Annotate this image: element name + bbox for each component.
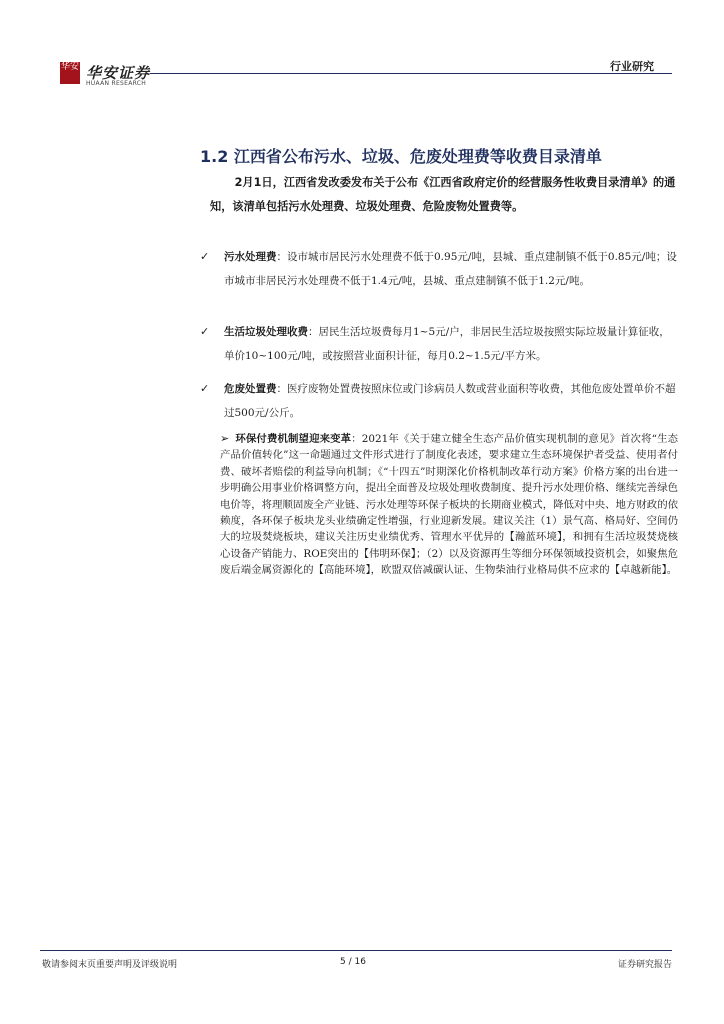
- page-header: [0, 0, 724, 100]
- company-logo-mark: 华安: [60, 62, 80, 84]
- bullet-label: 污水处理费: [224, 251, 277, 263]
- page-number: 5 / 16: [340, 957, 366, 967]
- checkmark-icon: ✓: [200, 382, 210, 395]
- checkmark-icon: ✓: [200, 325, 210, 338]
- footer-doc-type: 证券研究报告: [617, 960, 672, 970]
- bullet-text: ：医疗废物处置费按照床位或门诊病员人数或营业面积等收费，其他危废处置单价不超过500元/公斤。: [224, 383, 676, 419]
- footer-disclaimer: 敬请参阅末页重要声明及评级说明: [42, 960, 178, 970]
- section-heading: 1.2 江西省公布污水、垃圾、危废处理费等收费目录清单: [200, 147, 602, 166]
- bullet-body: [224, 245, 678, 293]
- report-category-tag: 行业研究: [610, 60, 654, 73]
- arrow-bullet-icon: ➢: [220, 432, 230, 445]
- bullet-body: [224, 320, 678, 368]
- bullet-sewage-fee: [200, 245, 678, 293]
- bullet-body: [224, 377, 678, 425]
- bullet-label: 危废处置费: [224, 383, 277, 395]
- investment-recommendation-paragraph: [220, 431, 678, 579]
- company-logo-text: 华安证券: [86, 64, 151, 82]
- header-divider: [150, 73, 672, 74]
- bullet-text: ：居民生活垃圾费每月1~5元/户，非居民生活垃圾按照实际垃圾量计算征收，单价10~100元/吨，或按照营业面积计征，每月0.2~1.5元/平方米。: [224, 326, 670, 362]
- bullet-label: 生活垃圾处理收费: [224, 326, 308, 338]
- company-logo-english: HUAAN RESEARCH: [86, 80, 147, 87]
- paragraph-label: 环保付费机制望迎来变革: [235, 433, 352, 445]
- checkmark-icon: ✓: [200, 250, 210, 263]
- paragraph-text: ：2021年《关于建立健全生态产品价值实现机制的意见》首次将“生态产品价值转化”这一命题通过文件形式进行了制度化表述，要求建立生态环境保护者受益、使用者付费、破坏者赔偿的利益导向机制；《“十四五”时期深化价格机制改革行动方案》价格方案的出台进一步明确公用事业价格调整方向，提出全面普及垃圾处理收费制度、提升污水处理价格、继续完善绿色电价等，将理顺固废全产业链、污水处理等环保子板块的长期商业模式，降低对中央、地方财政的依赖度，各环保子板块龙头业绩确定性增强，行业迎新发展。建议关注（1）景气高、格局好、空间仍大的垃圾焚烧板块，建议关注历史业绩优秀、管理水平优异的【瀚蓝环境】，和拥有生活垃圾焚烧核心设备产销能力、ROE突出的【伟明环保】；（2）以及资源再生等细分环保领域投资机会，如聚焦危废后端金属资源化的【高能环境】，欧盟双倍减碳认证、生物柴油行业格局供不应求的【卓越新能】。: [220, 433, 678, 577]
- footer-divider: [40, 950, 672, 951]
- bullet-hazardous-waste-fee: [200, 377, 678, 425]
- bullet-text: ：设市城市居民污水处理费不低于0.95元/吨，县城、重点建制镇不低于0.85元/吨；设市城市非居民污水处理费不低于1.4元/吨，县城、重点建制镇不低于1.2元/吨。: [224, 251, 677, 287]
- section-intro: 2月1日，江西省发改委发布关于公布《江西省政府定价的经营服务性收费目录清单》的通知，该清单包括污水处理费、垃圾处理费、危险废物处置费等。: [210, 176, 676, 213]
- bullet-garbage-fee: [200, 320, 678, 368]
